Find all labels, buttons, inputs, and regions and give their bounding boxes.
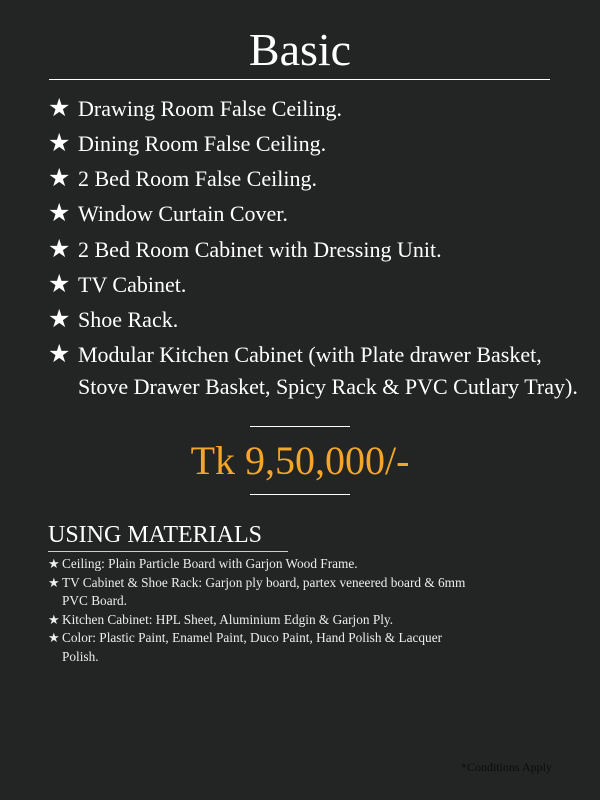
feature-item: ★ Dining Room False Ceiling. xyxy=(48,130,327,157)
star-icon: ★ xyxy=(48,574,60,590)
material-item: ★ TV Cabinet & Shoe Rack: Garjon ply board, partex veneered board & 6mm PVC Board. xyxy=(48,574,466,608)
star-icon: ★ xyxy=(48,556,60,571)
star-icon: ★ xyxy=(48,130,71,157)
feature-list xyxy=(48,93,588,406)
materials-list xyxy=(48,555,468,666)
feature-item: ★ Modular Kitchen Cabinet (with Plate drawer Basket, Stove Drawer Basket, Spicy Rack & PVC Cutlary Tray). xyxy=(48,341,578,399)
materials-title: USING MATERIALS xyxy=(48,522,263,548)
star-icon: ★ xyxy=(48,611,60,627)
price-divider-bottom xyxy=(250,494,350,495)
materials-divider xyxy=(48,551,288,552)
feature-item: ★ Drawing Room False Ceiling. xyxy=(48,95,342,122)
star-icon: ★ xyxy=(48,341,71,368)
star-icon: ★ xyxy=(48,271,71,298)
feature-item: ★ Window Curtain Cover. xyxy=(48,200,288,227)
star-icon: ★ xyxy=(48,165,71,192)
price-divider-top xyxy=(250,426,350,427)
package-title: Basic xyxy=(248,24,352,75)
feature-item: ★ Shoe Rack. xyxy=(48,306,179,333)
feature-item: ★ 2 Bed Room False Ceiling. xyxy=(48,165,317,192)
price: Tk 9,50,000/- xyxy=(190,438,410,483)
material-item: ★ Ceiling: Plain Particle Board with Garjon Wood Frame. xyxy=(48,555,468,574)
star-icon: ★ xyxy=(48,306,71,333)
star-icon: ★ xyxy=(48,630,60,645)
star-icon: ★ xyxy=(48,95,71,122)
material-item: ★ Kitchen Cabinet: HPL Sheet, Aluminium Edgin & Garjon Ply. xyxy=(48,611,468,630)
material-item: ★ Color: Plastic Paint, Enamel Paint, Duco Paint, Hand Polish & Lacquer Polish. xyxy=(48,630,443,664)
title-divider xyxy=(49,79,550,80)
feature-item: ★ TV Cabinet. xyxy=(48,271,187,298)
conditions-footnote: *Conditions Apply xyxy=(461,760,553,774)
star-icon: ★ xyxy=(48,236,71,263)
feature-item: ★ 2 Bed Room Cabinet with Dressing Unit. xyxy=(48,236,442,263)
star-icon: ★ xyxy=(48,200,71,227)
